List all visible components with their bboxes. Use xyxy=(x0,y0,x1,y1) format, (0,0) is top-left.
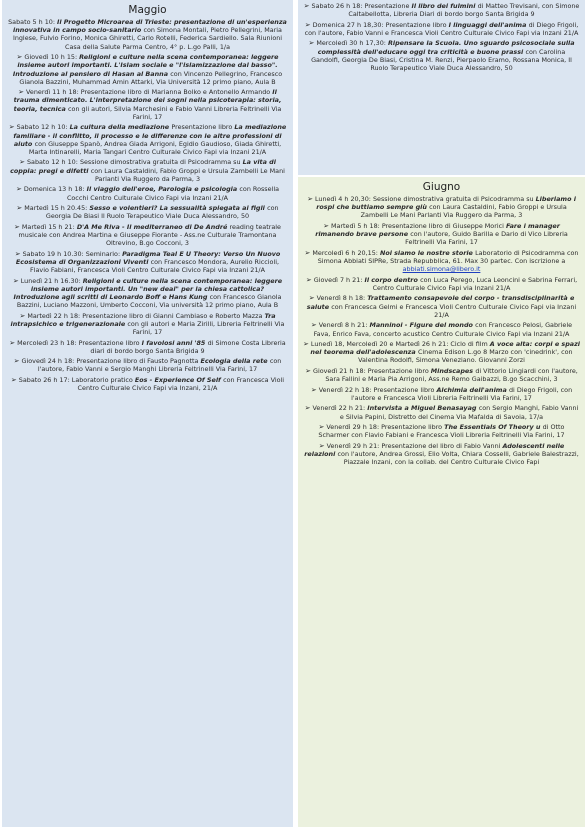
event-title: The Essentials Of Theory u xyxy=(444,423,543,432)
event-title: Il corpo dentro xyxy=(364,275,421,284)
event-title: Trattamento consapevole del corpo - transdisciplinarità e salute xyxy=(306,294,575,311)
event-title: Liberiamo i rospi che buttiamo sempre giù xyxy=(316,195,576,212)
event-details: con Simona Montali, Pietro Pellegrini, Maria Inglese, Fulvio Forino, Monica Ghiretti, Carlo Rotelli, Federica Sardiello. Sala Riunioni Casa della Salute Parma Centro, 4° p. L.go Palli, 1/a xyxy=(12,26,283,51)
bullet-arrow-icon: ➢ xyxy=(8,123,15,132)
event-title: Il Progetto Microarea di Trieste: presentazione di un'esperienza innovativa in campo socio-sanitario xyxy=(13,18,287,35)
event-item xyxy=(7,277,288,310)
event-details: con Laura Castaldini, Fabio Groppi e Ursula Zambelli Le Mani Parlanti Via Ruggero da Parma, 3 xyxy=(90,166,285,183)
event-details: di Simone Costa Libreria diari di bordo borgo Santa Brigida 9 xyxy=(90,338,286,355)
event-details: con l'autore, Andrea Grossi, Elio Volta, Chiara Cosselli, Gabriele Balestrazzi, Piazzale Inzani, con la collab. del Centro Culturale Civico Fapi xyxy=(337,449,579,467)
event-details: con Carolina Gandolfi, Georgia De Biasi, Cristina M. Renzi, Pierpaolo Eramo, Rossana Monica, Il Ruolo Terapeutico Viale Duca Alessandro, 50 xyxy=(311,47,572,73)
event-item xyxy=(303,423,580,439)
event-title: Sesso e volentieri? La sessualità spiegata ai figli xyxy=(89,204,268,213)
event-details: Presentazione libro xyxy=(385,20,449,29)
bullet-arrow-icon: ➢ xyxy=(305,366,312,375)
event-item xyxy=(7,357,288,373)
event-item xyxy=(7,204,288,220)
event-date: Martedì 5 h 18: xyxy=(330,221,382,230)
event-details: Presentazione libro xyxy=(367,366,431,375)
event-title: Mindscapes xyxy=(430,366,476,375)
bullet-arrow-icon: ➢ xyxy=(307,195,313,203)
event-title: La vita di coppia: pregi e difetti xyxy=(10,158,276,175)
event-item xyxy=(303,404,580,420)
bullet-arrow-icon: ➢ xyxy=(310,385,317,394)
event-title: Adolescenti nelle relazioni xyxy=(304,441,565,458)
event-date: Martedì 15 h 20.45: xyxy=(24,204,90,213)
bullet-arrow-icon: ➢ xyxy=(304,20,311,29)
event-details: Laboratorio pratico xyxy=(71,375,135,384)
event-date: Lunedì 21 h 16.30: xyxy=(20,276,83,285)
bullet-arrow-icon: ➢ xyxy=(12,276,19,285)
event-date: Martedì 15 h 21: xyxy=(21,222,77,231)
event-details: con gli autori e Maria Zirilli, Libreria Feltrinelli Via Farini, 17 xyxy=(127,319,285,337)
event-title: I favolosi anni '85 xyxy=(141,338,208,347)
event-title: Eos - Experience Of Self xyxy=(134,375,224,384)
event-title: Tra intrapsichico e trigenerazionale xyxy=(10,311,276,328)
event-details: Presentazione libro xyxy=(381,423,445,432)
event-title: Il libro dei fulmini xyxy=(411,2,478,10)
event-title: Alchimia dell'anima xyxy=(436,385,509,394)
event-details: Presentazione libro di Giuseppe Morici xyxy=(381,221,506,230)
event-details: di Vittorio Lingiardi con l'autore, Sara Fallini e Maria Pia Arrigoni, Ass.ne Remo Gaibazzi, B.go Scacchini, 3 xyxy=(325,366,578,384)
event-date: Sabato 12 h 10: xyxy=(16,123,70,132)
event-details: con Francesca Gelmi e Francesca Violi Centro Culturale Civico Fapi via Inzani 21/A xyxy=(331,302,577,319)
bullet-arrow-icon: ➢ xyxy=(9,338,16,347)
bullet-arrow-icon: ➢ xyxy=(10,375,17,384)
event-details: di Diego Frigoli, con l'autore e Francesca Violi Libreria Feltrinelli Via Farini, 17 xyxy=(351,385,573,402)
event-title: I linguaggi dell'anima xyxy=(448,20,529,29)
event-date: Venerdì 8 h 18: xyxy=(316,294,368,303)
event-item xyxy=(303,195,580,220)
event-details: con Francesca Violi Centro Culturale Civico Fapi via Inzani, 21/A xyxy=(77,375,285,393)
event-item xyxy=(7,158,288,183)
event-details: con Laura Castaldini, Fabio Groppi e Ursula Zambelli Le Mani Parlanti Via Ruggero da Parma, 3 xyxy=(360,203,567,220)
event-details: con Georgia De Biasi Il Ruolo Terapeutico Viale Duca Alessandro, 50 xyxy=(45,204,279,221)
event-item xyxy=(7,185,288,201)
event-item xyxy=(303,367,580,383)
bullet-arrow-icon: ➢ xyxy=(304,404,311,413)
bullet-arrow-icon: ➢ xyxy=(305,275,312,284)
event-title: Fare i manager rimanendo brave persone xyxy=(315,221,560,239)
bullet-arrow-icon: ➢ xyxy=(19,158,25,167)
event-date: Sabato 26 h 18: xyxy=(311,2,365,10)
bullet-arrow-icon: ➢ xyxy=(323,221,329,230)
may-events-list xyxy=(7,18,288,392)
event-date: Domenica 13 h 18: xyxy=(23,185,87,194)
bullet-arrow-icon: ➢ xyxy=(14,249,21,258)
bullet-arrow-icon: ➢ xyxy=(14,222,20,231)
event-details: con Francesco Gianola Bazzini, Luciano Mazzoni, Umberto Cocconi, Via università 12 primo piano, Aula B xyxy=(16,292,282,310)
event-details: Presentazione libro di Fausto Pagnotta xyxy=(76,357,201,366)
event-item xyxy=(303,39,580,72)
right-column xyxy=(298,0,585,827)
event-date: Sabato 12 h 10: xyxy=(26,158,80,167)
event-date: Sabato 5 h 10: xyxy=(8,18,58,26)
event-details: con l'autore, Guido Barilla e Dario di Vico Libreria Feltrinelli Via Farini, 17 xyxy=(405,230,568,247)
event-title: A voce alta: corpi e spazi nel teorema dell'adolescenza xyxy=(310,340,580,357)
event-item xyxy=(303,442,580,467)
event-date: Venerdì 29 h 18: xyxy=(326,423,382,432)
event-details: con l'autore, Fabio Vanni e Sergio Manghi Libreria Feltrinelli Via Farini, 17 xyxy=(37,357,282,374)
event-title: Ecologia della rete xyxy=(200,357,270,366)
event-details: con Sergio Manghi, Fabio Vanni e Silvia Papini, Distretto del Cinema Via Mafalda di Savoia, 17/a xyxy=(339,404,579,421)
event-date: Martedì 22 h 18: xyxy=(27,311,83,320)
event-item xyxy=(303,249,580,274)
event-item xyxy=(303,21,580,37)
event-date: Venerdì 8 h 21: xyxy=(318,321,370,330)
event-item xyxy=(7,123,288,156)
event-title: La cultura della mediazione xyxy=(69,123,172,132)
event-date: Venerdì 22 h 21: xyxy=(312,404,368,413)
email-link[interactable]: abbiati.simona@libero.it xyxy=(402,265,481,274)
month-title-june: Giugno xyxy=(422,181,461,193)
event-date: Domenica 27 h 18,30: xyxy=(312,20,386,29)
month-title-may: Maggio xyxy=(128,4,167,16)
bullet-arrow-icon: ➢ xyxy=(13,357,20,366)
event-title: Noi siamo le nostre storie xyxy=(379,248,476,257)
event-details: Presentazione libro xyxy=(78,338,142,347)
event-details: Cinema Edison L.go 8 Marzo con 'cinedrink', con Valentina Rodolfi, Simona Veneziano. Giovanni Zorzi xyxy=(358,348,573,365)
bullet-arrow-icon: ➢ xyxy=(310,321,317,330)
event-details: con Vincenzo Pellegrino, Francesco Gianola Bazzini, Muhammad Amin Attarki, Via Università 12 primo piano, Aula B xyxy=(19,69,283,86)
event-item xyxy=(7,223,288,248)
event-item xyxy=(7,88,288,121)
may-continued-events-list xyxy=(303,2,580,72)
event-date: Venerdì 29 h 21: xyxy=(326,441,382,450)
may-continued-panel xyxy=(298,0,585,175)
bullet-arrow-icon: ➢ xyxy=(19,311,26,320)
event-title: Paradigma Teal E U Theory: Verso Un Nuovo Ecosistema di Organizzazioni Viventi xyxy=(15,249,281,266)
event-details: con Luca Perego, Luca Leoncini e Sabrina Ferrari, Centro Culturale Civico Fapi via Inzani 21/A xyxy=(372,275,578,292)
event-item xyxy=(7,339,288,355)
event-item xyxy=(7,312,288,337)
event-title: Intervista a Miguel Benasayag xyxy=(367,404,479,413)
bullet-arrow-icon: ➢ xyxy=(308,294,315,303)
bullet-arrow-icon: ➢ xyxy=(304,248,311,257)
event-details: reading teatrale musicale con Andrea Martina e Giuseppe Fiorante - Ass.ne Culturale Tramontana Oltrevino, B.go Cocconi, 3 xyxy=(18,222,281,248)
event-item xyxy=(303,222,580,247)
event-item xyxy=(303,276,580,292)
event-details: con Giuseppe Spanò, Andrea Giada Arrigoni, Egidio Gaudioso, Giada Ghiretti, Marta Intinarelli, Maria Tangari Centro Culturale Civico Fapi via Inzani 21/A xyxy=(28,139,282,156)
event-item xyxy=(303,294,580,319)
event-date: Venerdì 11 h 18: xyxy=(26,88,81,97)
event-details: Laboratorio di Psicodramma con Simona Abbiati SIPRe, Strada Repubblica, 61. Max 30 partec. Con iscrizione a xyxy=(317,248,579,266)
event-item xyxy=(303,321,580,337)
event-title: Religioni e culture nella scena contemporanea: leggere insieme autori importanti. Un "new deal" per la chiesa cattolica? Introduzione agli scritti di Leonardo Boff e Hans Kung xyxy=(13,276,283,301)
event-date: Sabato 19 h 10.30: xyxy=(22,249,86,258)
bullet-arrow-icon: ➢ xyxy=(303,340,309,349)
event-title: Ripensare la Scuola. Uno sguardo psicosociale sulla complessità dell'educare oggi tra criticità e buone prassi xyxy=(317,39,575,56)
event-title: Religioni e culture nella scena contemporanea: leggere insieme autori importanti. L'Islam sociale e "l'islamizzazione dal basso". Introduzione al pensiero di Hasan al Banna xyxy=(12,53,279,78)
event-details: con Francesco Pelosi, Gabriele Fava, Enrico Fava, concerto acustico Centro Culturale Civico Fapi via Inzani 21/A xyxy=(313,321,573,338)
event-date: Mercoledì 6 h 20,15: xyxy=(312,248,380,257)
event-details: con Francesco Mondora, Aurelio Riccioli, Flavio Fabiani, Francesca Violi Centro Culturale Civico Fapi via Inzani 21/A xyxy=(30,257,280,275)
june-column xyxy=(298,177,585,827)
event-details: Sessione dimostrativa gratuita di Psicodramma su xyxy=(79,158,243,167)
event-item xyxy=(303,2,580,18)
may-column xyxy=(2,0,293,827)
bullet-arrow-icon: ➢ xyxy=(15,185,22,194)
event-date: Mercoledì 23 h 18: xyxy=(17,338,79,347)
event-details: Presentazione libro xyxy=(373,385,437,394)
event-date: Giovedì 7 h 21: xyxy=(313,275,365,284)
event-title: Il trauma dimenticato. L'interpretazione dei sogni nella psicoterapia: storia, teoria, tecnica xyxy=(13,88,282,113)
event-details: Sessione dimostrativa gratuita di Psicodramma su xyxy=(372,195,536,203)
event-title: Manninoi - Figure del mondo xyxy=(369,321,476,330)
event-details: di Matteo Trevisani, con Simone Caltabellotta, Libreria Diari di bordo borgo Santa Brigida 9 xyxy=(348,2,580,19)
event-date: Giovedì 10 h 15: xyxy=(24,53,80,62)
bullet-arrow-icon: ➢ xyxy=(308,39,315,48)
event-date: Sabato 26 h 17: xyxy=(18,375,72,384)
event-title: Il viaggio dell'eroe, Parologia e psicologia xyxy=(86,185,240,194)
event-details: con Rossella Cocchi Centro Culturale Civico Fapi via Inzani 21/A xyxy=(66,185,280,202)
event-date: Lunedì 4 h 20,30: xyxy=(314,195,373,203)
event-item xyxy=(303,340,580,365)
event-item xyxy=(7,376,288,392)
event-details: Presentazione del libro di Fabio Vanni xyxy=(381,441,503,450)
bullet-arrow-icon: ➢ xyxy=(318,441,325,450)
event-title: La mediazione familiare - il conflitto, il processo e le differenze con le altre professioni di aiuto xyxy=(13,123,287,148)
bullet-arrow-icon: ➢ xyxy=(18,88,25,97)
event-date: Venerdì 22 h 18: xyxy=(318,385,374,394)
bullet-arrow-icon: ➢ xyxy=(318,423,325,432)
event-date: Lunedì 18, Mercoledì 20 e Martedì 26 h 21: xyxy=(310,340,451,349)
event-item xyxy=(7,250,288,275)
event-details: Presentazione libro xyxy=(171,123,235,132)
event-item xyxy=(7,53,288,86)
event-item xyxy=(303,386,580,402)
event-details: Ciclo di film xyxy=(450,340,490,349)
event-date: Giovedì 21 h 18: xyxy=(313,366,368,375)
event-date: Mercoledì 30 h 17,30: xyxy=(316,39,388,48)
event-details: Presentazione libro di Gianni Cambiaso e Roberto Mazza xyxy=(82,311,265,320)
event-details: Presentazione xyxy=(364,2,412,10)
bullet-arrow-icon: ➢ xyxy=(16,204,23,213)
event-details: di Otto Scharmer con Flavio Fabiani e Francesca Violi Libreria Feltrinelli Via Farini, 17 xyxy=(318,423,565,440)
event-item xyxy=(7,18,288,51)
june-events-list xyxy=(303,195,580,466)
bullet-arrow-icon: ➢ xyxy=(16,53,23,62)
event-details: con gli autori, Silvia Marchesini e Fabio Vanni Libreria Feltrinelli Via Farini, 17 xyxy=(68,104,282,121)
bullet-arrow-icon: ➢ xyxy=(303,2,310,10)
event-title: D'A Me Riva - Il mediterraneo di De André xyxy=(76,222,230,231)
event-details: Seminario: xyxy=(85,249,123,258)
event-date: Giovedì 24 h 18: xyxy=(21,357,77,366)
event-details: Presentazione libro di Marianna Bolko e Antonello Armando xyxy=(80,88,273,97)
event-details: di Diego Frigoli, con l'autore, Fabio Vanni e Francesca Violi Centro Culturale Civico Fapi via Inzani 21/A xyxy=(304,20,579,37)
